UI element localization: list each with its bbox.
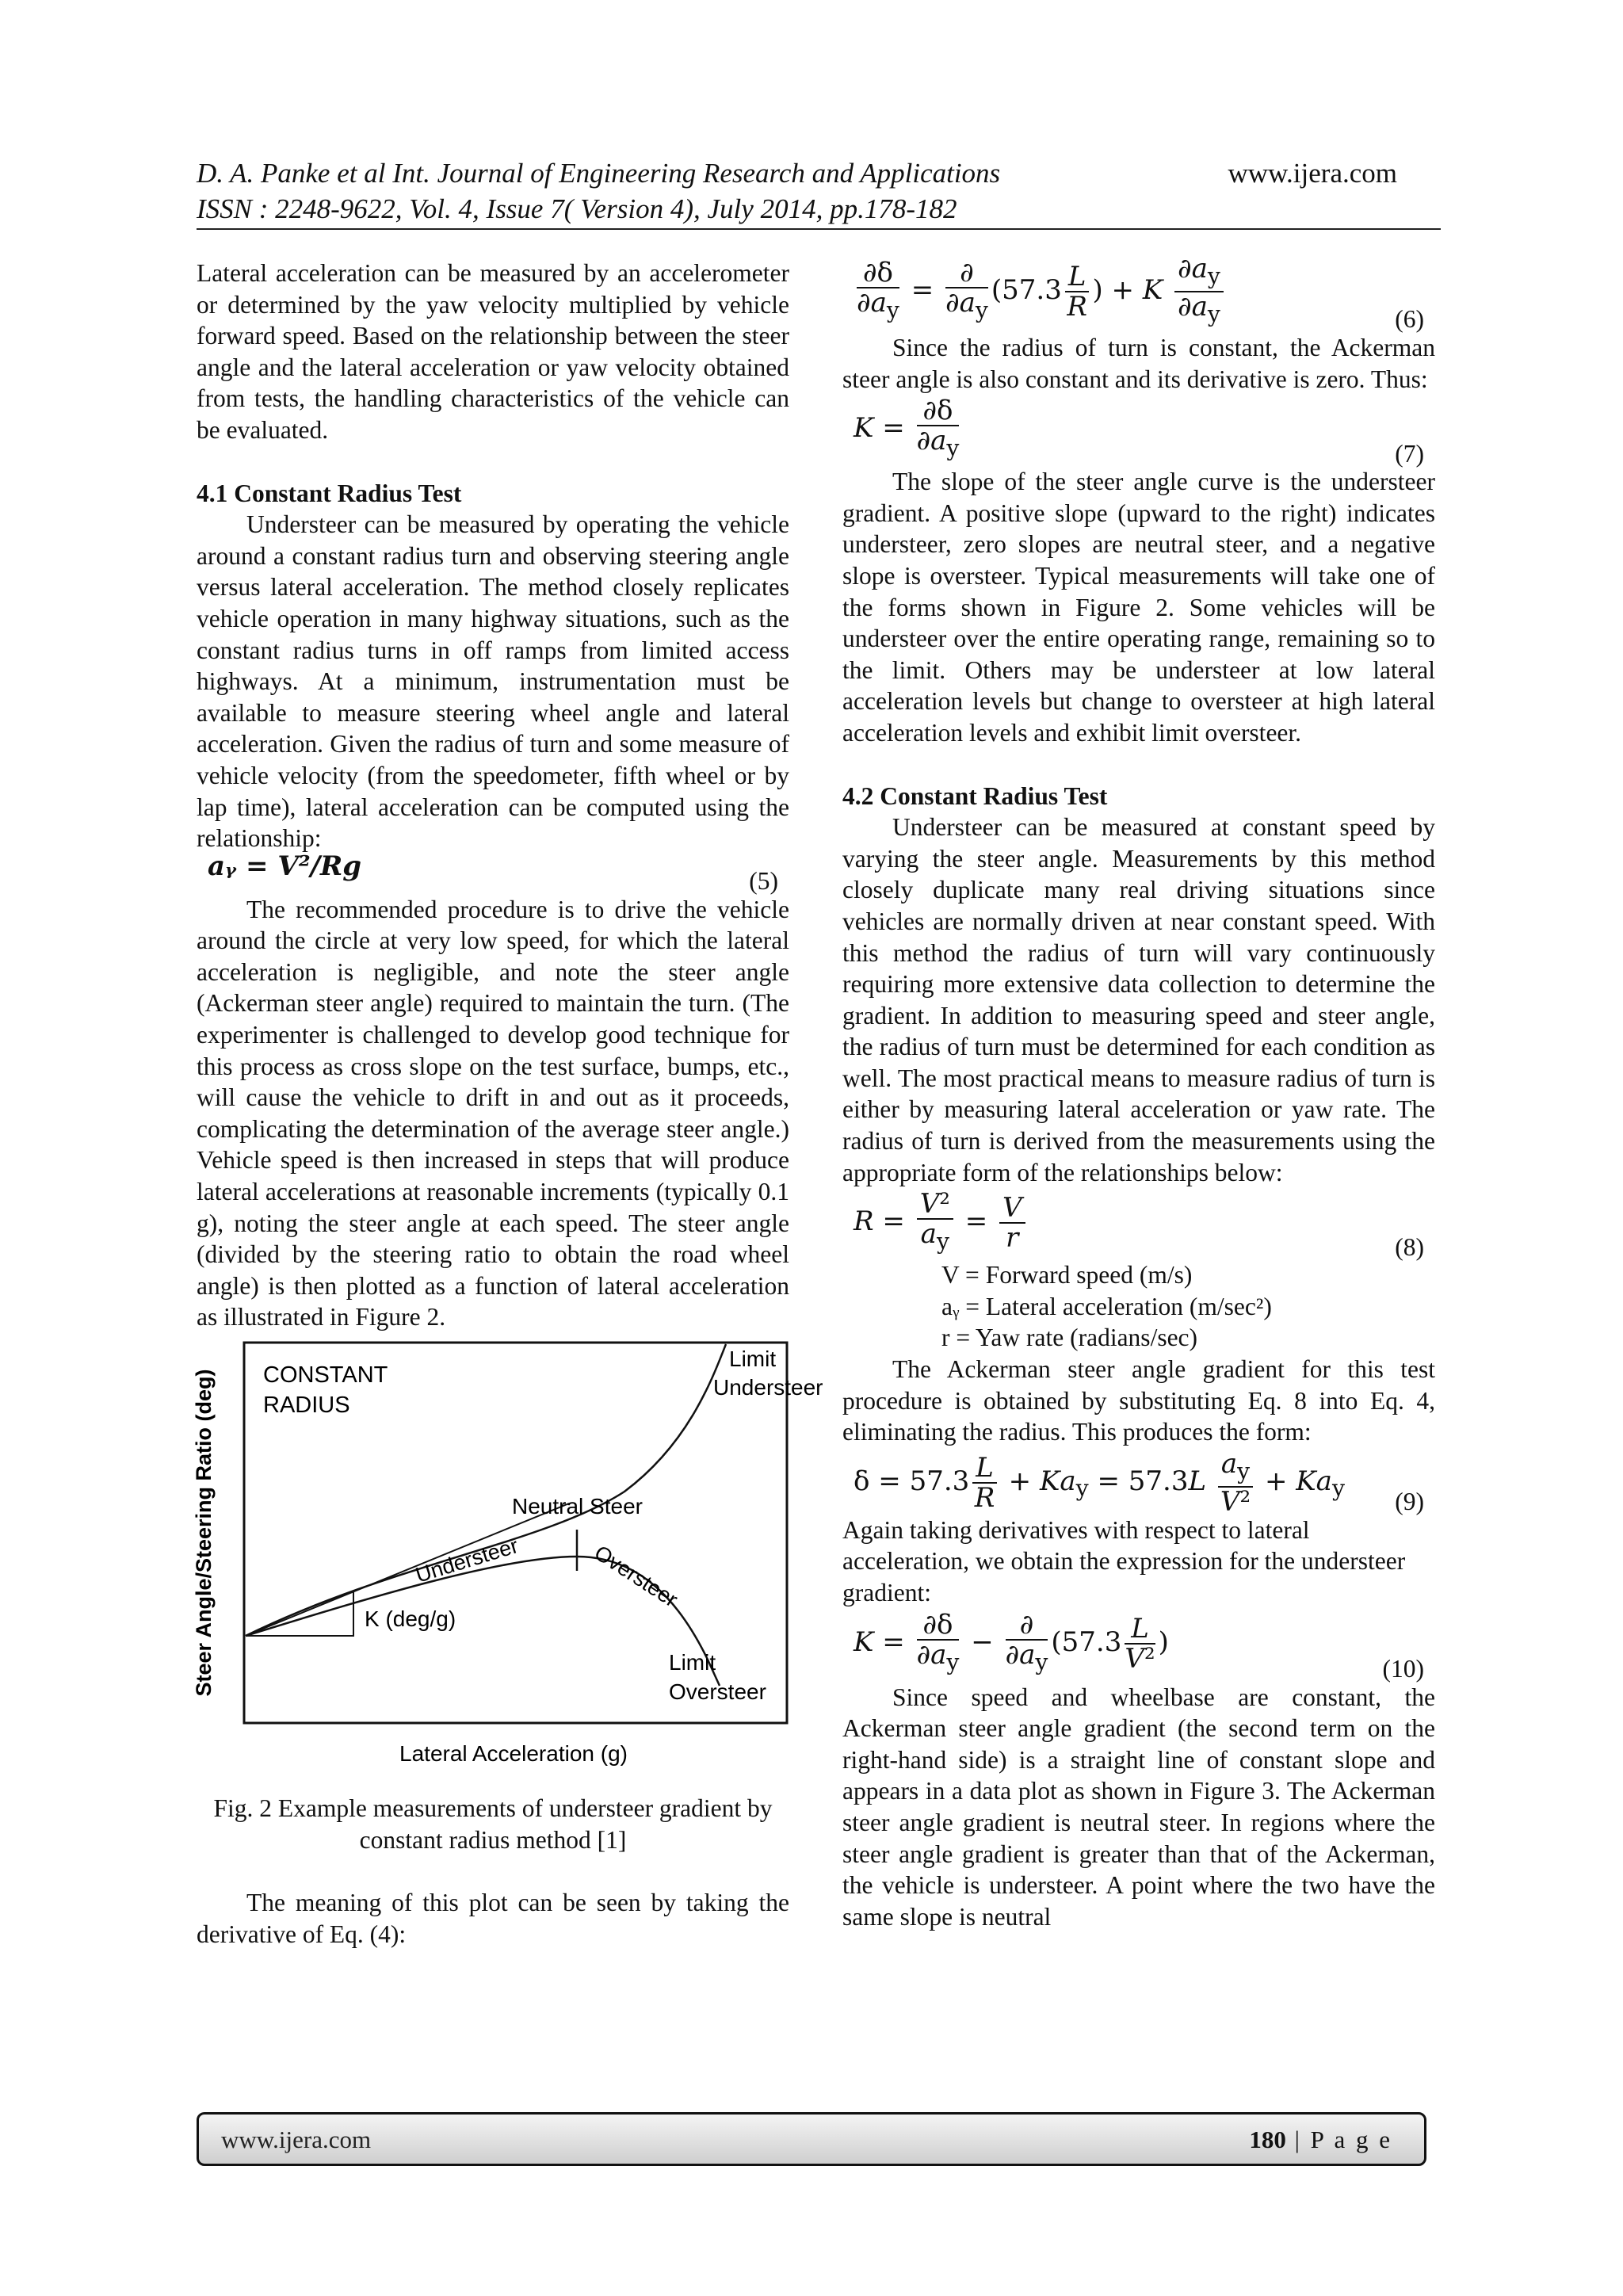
figure-title-1: CONSTANT	[263, 1362, 388, 1388]
label-oversteer: Oversteer	[590, 1540, 682, 1612]
figure-2-caption: Fig. 2 Example measurements of understeer gradient by constant radius method [1]	[213, 1794, 773, 1854]
equation-7	[842, 395, 1435, 466]
paragraph-constant-speed: Understeer can be measured at constant speed by varying the steer angle. Measurements by this method closely duplicate many real driving situations since vehicles are normally driven at near constant speed. With this method the radius of turn will vary continuously requiring more extensive data collection to determine the gradient. In addition to measuring speed and steer angle, the radius of turn must be determined for each condition as well. The most practical means to measure radius of turn is either by measuring lateral acceleration or yaw rate. The radius of turn is derived from the measurements using the appropriate form of the relationships below:	[842, 813, 1435, 1186]
label-limit-oversteer-2: Oversteer	[669, 1679, 766, 1704]
equation-8-formula: R = $\frac{\text{V²}}{a_y}$ = $\frac{V}{r}$	[854, 1190, 1029, 1256]
running-header	[197, 155, 1441, 227]
label-limit-understeer-1: Limit	[729, 1347, 777, 1371]
equation-10-number: (10)	[1382, 1655, 1424, 1683]
equation-8	[842, 1188, 1435, 1259]
page-number: 180	[1249, 2126, 1286, 2153]
variable-r: r = Yaw rate (radians/sec)	[941, 1324, 1198, 1352]
equation-7-number: (7)	[1395, 439, 1424, 468]
paragraph-derivative: The meaning of this plot can be seen by taking the derivative of Eq. (4):	[197, 1889, 789, 1948]
paragraph-constant-radius: Understeer can be measured by operating the vehicle around a constant radius turn and observing steering angle versus lateral acceleration. The method closely replicates vehicle operation in many highway situations, such as the constant radius turns in off ramps from limited access highways. At a minimum, instrumentation must be available to measure steering wheel angle and lateral acceleration. Given the radius of turn and some measure of vehicle velocity (from the speedometer, fifth wheel or by lap time), lateral acceleration can be computed using the relationship:	[197, 510, 789, 853]
equation-6-formula: $\frac{\partial\delta}{\partial a_y}$ = $\frac{\partial}{\partial a_y}$ (57.3 $\frac{L}{R}$ ) + K $\frac{\partial a_y}{\partial a_y}$	[854, 254, 1227, 329]
paragraph-slope: The slope of the steer angle curve is the understeer gradient. A positive slope (upward to the right) indicates understeer, zero slopes are neutral steer, and a negative slope is oversteer. Typical measurements will take one of the forms shown in Figure 2. Some vehicles will be understeer over the entire operating range, remaining so to the limit. Others may be understeer at low lateral acceleration levels but change to oversteer at high lateral acceleration levels and exhibit limit oversteer.	[842, 468, 1435, 747]
paragraph-speed-wheelbase: Since speed and wheelbase are constant, the Ackerman steer angle gradient (the second term on the right-hand side) is a straight line of constant slope and appears in a data plot as shown in Figure 3. The Ackerman steer angle gradient is neutral steer. In regions where the steer angle gradient is greater than that of the Ackerman, the vehicle is understeer. A point where the two have the same slope is neutral	[842, 1683, 1435, 1931]
equation-6	[842, 253, 1435, 332]
header-issn: ISSN : 2248-9622, Vol. 4, Issue 7( Version 4), July 2014, pp.178-182	[197, 193, 957, 224]
figure-y-label: Steer Angle/Steering Ratio (deg)	[192, 1369, 216, 1697]
label-limit-oversteer-1: Limit	[669, 1650, 716, 1675]
header-rule	[197, 228, 1441, 230]
paragraph-derivatives: Again taking derivatives with respect to lateral acceleration, we obtain the expression for the understeer gradient:	[842, 1515, 1406, 1606]
label-limit-understeer-2: Understeer	[713, 1375, 823, 1400]
section-heading-4-2: 4.2 Constant Radius Test	[842, 781, 1108, 810]
variable-ay: aᵧ = Lateral acceleration (m/sec²)	[941, 1292, 1272, 1320]
paragraph-radius-constant: Since the radius of turn is constant, the Ackerman steer angle is also constant and its derivative is zero. Thus:	[842, 334, 1435, 393]
figure-2-plot	[192, 1333, 823, 1793]
section-heading-4-1: 4.1 Constant Radius Test	[197, 479, 462, 507]
variable-v: V = Forward speed (m/s)	[941, 1261, 1193, 1289]
equation-9	[842, 1447, 1435, 1518]
header-journal: D. A. Panke et al Int. Journal of Engineering Research and Applications	[197, 158, 1001, 189]
paragraph-lateral-acceleration: Lateral acceleration can be measured by an accelerometer or determined by the yaw velocity multiplied by vehicle forward speed. Based on the relationship between the steer angle and the lateral acceleration or yaw velocity obtained from tests, the handling characteristics of the vehicle can be evaluated.	[197, 259, 789, 444]
equation-7-formula: K = $\frac{\partial\delta}{\partial a_y}$	[854, 395, 960, 461]
paragraph-ackerman-gradient: The Ackerman steer angle gradient for this test procedure is obtained by substituting Eq. 8 into Eq. 4, eliminating the radius. This produces the form:	[842, 1355, 1435, 1446]
figure-title-2: RADIUS	[263, 1392, 350, 1418]
right-column	[842, 253, 1435, 1932]
equation-5-number: (5)	[749, 867, 778, 896]
equation-9-formula: δ = 57.3 $\frac{L}{R}$ + $Ka_y = 57.3L$ $\frac{a_y}{\text{V²}}$ + $Ka_y$	[854, 1447, 1345, 1518]
left-column	[192, 258, 823, 1950]
label-k-gradient: K (deg/g)	[365, 1606, 456, 1631]
figure-x-label: Lateral Acceleration (g)	[399, 1741, 628, 1766]
equation-8-number: (8)	[1395, 1232, 1424, 1261]
equation-10-formula: K = $\frac{\partial\delta}{\partial a_y}$ − $\frac{\partial}{\partial a_y}$ (57.3 $\frac{L}{\text{V²}}$ )	[854, 1608, 1169, 1675]
label-understeer: Understeer	[412, 1533, 521, 1587]
equation-9-number: (9)	[1395, 1488, 1424, 1516]
figure-2	[192, 1333, 823, 1793]
equation-5	[197, 850, 789, 896]
page-footer	[197, 2112, 1426, 2166]
equation-6-number: (6)	[1395, 305, 1424, 334]
footer-site: www.ijera.com	[221, 2126, 372, 2153]
header-site: www.ijera.com	[1228, 158, 1397, 189]
page-label: | P a g e	[1285, 2126, 1392, 2153]
equation-10	[842, 1609, 1435, 1682]
label-neutral-steer: Neutral Steer	[512, 1494, 643, 1519]
equation-5-formula: aᵧ = V²/Rg	[208, 850, 362, 882]
paragraph-procedure: The recommended procedure is to drive the vehicle around the circle at very low speed, for which the lateral acceleration is negligible, and note the steer angle (Ackerman steer angle) required to maintain the turn. (The experimenter is challenged to develop good technique for this process as cross slope on the test surface, bumps, etc., will cause the vehicle to drift in and out as it proceeds, complicating the determination of the average steer angle.) Vehicle speed is then increased in steps that will produce lateral accelerations at reasonable increments (typically 0.1 g), noting the steer angle at each speed. The steer angle (divided by the steering ratio to obtain the road wheel angle) is then plotted as a function of lateral acceleration as illustrated in Figure 2.	[197, 895, 789, 1331]
footer-page	[1249, 2126, 1392, 2154]
